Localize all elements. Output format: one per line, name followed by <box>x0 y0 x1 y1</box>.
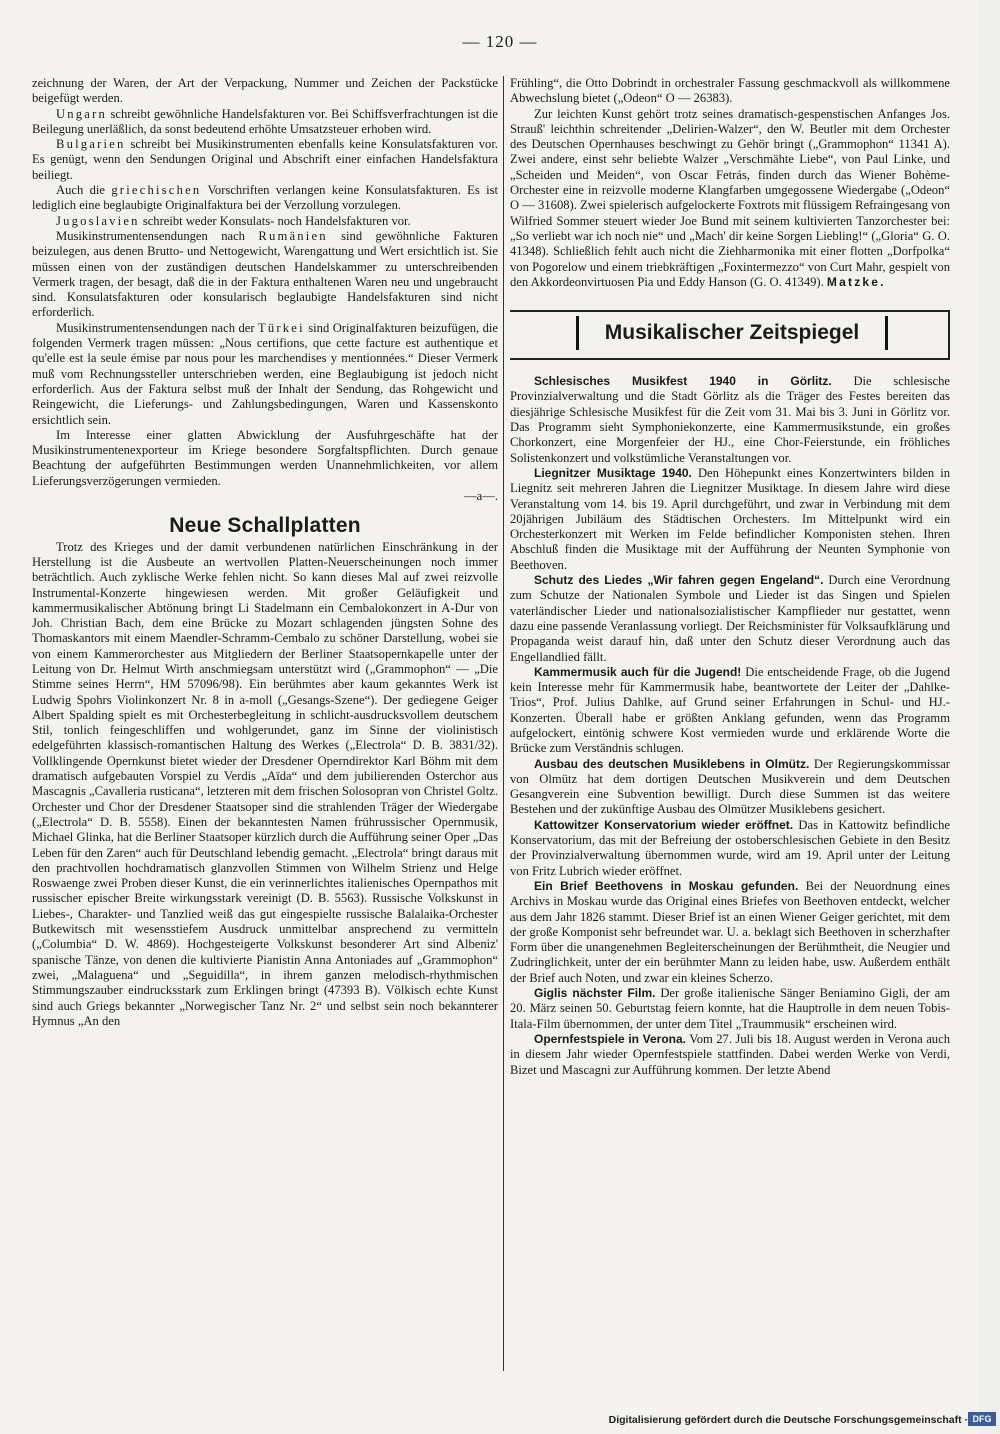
paragraph-text: Vorschriften verlangen keine Konsulatsfakturen. Es ist lediglich eine beglaubigte Originalfaktura bei der Verzollung vorzulegen. <box>32 183 498 213</box>
news-text: Durch eine Verordnung zum Schutze der Nationalen Symbole und Lieder ist das Singen und Spielen vaterländischer Lieder und nationalsozialistischer Kampflieder nur gestattet, wenn dazu eine passende Veranlassung vorliegt. Der Reichsminister für Volksaufklärung und Propaganda weist darauf hin, daß unter den Schutz dieser Verordnung auch das Engellandlied fällt. <box>510 573 950 664</box>
news-item <box>510 573 950 665</box>
paragraph-jugoslavien <box>32 214 498 229</box>
paragraph-text: Musikinstrumentensendungen nach der <box>56 320 259 335</box>
country-name: Jugoslavien <box>56 213 140 228</box>
news-item <box>510 986 950 1032</box>
news-text: Vom 27. Juli bis 18. August werden in Verona auch in diesem Jahr wieder Opernfestspiele stattfinden. Dabei werden Werke von Verdi, Bizet und Mascagni zur Aufführung kommen. Der letzte Abend <box>510 1031 950 1077</box>
news-item <box>510 665 950 757</box>
paragraph-text: Auch die <box>56 183 112 198</box>
news-headline: Schutz des Liedes „Wir fahren gegen Engeland“. <box>534 573 824 588</box>
news-item <box>510 879 950 986</box>
paragraph <box>32 76 498 107</box>
news-headline: Ausbau des deutschen Musiklebens in Olmütz. <box>534 756 810 771</box>
country-name: Rumänien <box>258 228 328 243</box>
news-text: Der Regierungskommissar von Olmütz hat dem dortigen Deutschen Musikverein und dem Deutschen Gesangverein eine Subvention bewilligt. Durch diese Summen ist das weitere Bestehen und der zukünftige Ausbau des Olmützer Musiklebens gesichert. <box>510 756 950 817</box>
paragraph-text: schreibt gewöhnliche Handelsfakturen vor. Bei Schiffsverfrachtungen ist die Beilegung unerläßlich, da sonst bedeutend erhöhte Umsatzsteuer erhoben wird. <box>32 106 498 136</box>
news-text: Das in Kattowitz befindliche Konservatorium, das mit der Befreiung der ostoberschlesischen Gebiete in den Besitz der Provinzialverwaltung übernommen wurde, wird am 19. April unter der Leitung von Fritz Lubrich wieder eröffnet. <box>510 817 950 878</box>
news-headline: Kammermusik auch für die Jugend! <box>534 664 742 679</box>
article-text: Trotz des Krieges und der damit verbundenen natürlichen Einschränkung in der Herstellung ist die Ausbeute an wertvollen Platten-Neuerscheinungen noch immer beträchtlich. Auch zyklische Werke fehlen nicht. So kann dieses Mal auf zwei reizvolle Instrumental-Konzerte hingewiesen werden. Mit großer Geläufigkeit und kammermusikalischer Abtönung bringt Li Stadelmann ein Cembalokonzert in A-Dur von Joh. Christian Bach, dem eine Brücke zu Mozart schlagenden jüngsten Sohne des Thomaskantors mit einem Maendler-Schramm-Cembalo zu schöner Darstellung, wobei sie von einem Kammerorchester aus Mitgliedern der Berliner Staatsopernkapelle unter der Leitung von Dr. Helmut Wirth anschmiegsam unterstützt wird („Grammophon“ — „Die Stimme seines Herrn“, HM 57096/98). Ein berühmtes aber kaum gekanntes Werk ist Ludwig Spohrs Violinkonzert Nr. 8 in a-moll („Gesangs-Szene“). Der gediegene Geiger Albert Spalding spielt es mit Orchesterbegleitung in schlicht-ausdrucksvollem deutschem Stil, tonlich feingeschliffen und wohlgerundet, ganz im Sinne der violinistisch edelgeführten klassisch-romantischen Haltung des Werkes („Electrola“ D. B. 3831/32). Vollklingende Opernkunst bietet wieder der Dresdener Operndirektor Karl Böhm mit dem dramatisch aufgebauten Vorspiel zu Verdis „Aïda“ und dem jubilierenden Osterchor aus Mascagnis „Cavalleria rusticana“, letzteren mit dem frischen Solosopran von Christel Goltz. Orchester und Chor der Dresdener Staatsoper sind die strahlenden Träger der Wiedergabe („Electrola“ D. B. 5558). Einen der bekanntesten Namen frührussischer Opernmusik, Michael Glinka, hat die Berliner Staatsoper kürzlich durch die Aufführung seiner Oper „Das Leben für den Zaren“ auch für Deutschland lebendig gemacht. „Electrola“ bringt daraus mit den prachtvollen hochdramatisch glanzvollen Stimmen von Wilhelm Strienz und Helge Roswaenge zwei Proben dieser Kunst, die ein verinnerlichtes italienisches Opernpathos mit russischer epischer Breite wirkungsstark vereinigt (D. B. 5563). Russische Volkskunst in Liebes-, Charakter- und Tanzlied weiß das gut eingespielte russische Balalaika-Orchester Butkewitsch mit wesensstiefem Ausdruck unmittelbar ansprechend zu vermitteln („Columbia“ D. W. 4869). Hochgesteigerte Volkskunst besonderer Art sind Albeniz' spanische Tänze, von denen die kultivierte Pianistin Anna Antoniades auf „Grammophon“ zwei, „Malaguena“ und „Seguidilla“, in ihrem ganzen melodisch-rhythmischen Stimmungszauber eindrucksstark zum Erklingen bringt (47393 B). Völkisch echte Kunst sind auch Griegs bekannter „Norwegischer Tanz Nr. 2“ und selbst sein noch bekannterer Hymnus „An den <box>32 539 498 1028</box>
paragraph-interesse <box>32 428 498 504</box>
news-headline: Giglis nächster Film. <box>534 986 656 1001</box>
article-schallplatten <box>32 540 498 1030</box>
scan-margin <box>978 0 1000 1434</box>
left-column <box>32 76 498 1366</box>
paragraph-ungarn <box>32 107 498 138</box>
paragraph-text: Frühling“, die Otto Dobrindt in orchestraler Fassung geschmackvoll als willkommene Abwechslung bietet („Odeon“ O — 26383). <box>510 76 950 106</box>
news-headline: Kattowitzer Konservatorium wieder eröffnet. <box>534 817 794 832</box>
news-headline: Schlesisches Musikfest 1940 in Görlitz. <box>534 374 832 389</box>
paragraph-griechenland <box>32 183 498 214</box>
paragraph-leichte-kunst <box>510 107 950 291</box>
news-headline: Opernfestspiele in Verona. <box>534 1031 686 1046</box>
digitization-credit: Digitalisierung gefördert durch die Deutsche Forschungsgemeinschaft · <box>608 1414 968 1426</box>
paragraph-text: schreibt weder Konsulats- noch Handelsfakturen vor. <box>139 213 411 228</box>
author-signature: Matzke. <box>826 274 886 289</box>
news-headline: Ein Brief Beethovens in Moskau gefunden. <box>534 878 799 893</box>
paragraph-text: Im Interesse einer glatten Abwicklung der Ausfuhrgeschäfte hat der Musikinstrumentenexporteur im Kriege besondere Sorgfaltspflichten. Durch genaue Beachtung der aufgeführten Bestimmungen werden Unannehmlichkeiten, vor allem Lieferungsverzögerungen vermieden. <box>32 427 498 488</box>
news-item <box>510 374 950 466</box>
news-text: Die entscheidende Frage, ob die Jugend kein Interesse mehr für Kammermusik habe, beantwortete der Leiter der „Dahlke-Trios“, Prof. Julius Dahlke, auf Grund seiner Erfahrungen in Schul- und HJ.-Konzerten. Überall habe er größten Anklang gefunden, wenn das Programm aufgelockert, eintönig schwere Kost vermieden wurde und erklärende Worte die Brücke zum Verständnis schlugen. <box>510 664 950 756</box>
news-item <box>510 818 950 879</box>
masthead-title: Musikalischer Zeitspiegel <box>576 316 888 350</box>
paragraph-text: Musikinstrumentensendungen nach <box>56 228 259 243</box>
paragraph-text: zeichnung der Waren, der Art der Verpackung, Nummer und Zeichen der Packstücke beigefügt werden. <box>32 76 498 106</box>
masthead-box <box>510 310 950 360</box>
paragraph-text: sind gewöhnliche Fakturen beizulegen, aus denen Brutto- und Nettogewicht, Warengattung und Wert ersichtlich ist. Sie müssen einen von der zuständigen deutschen Handelskammer zu unterschreibenden Vermerk tragen, der besagt, daß die in der Faktura enthaltenen Waren neu und ungebraucht sind. Konsulatsfakturen oder konsularisch beglaubigte Handelsfakturen sind nicht erforderlich. <box>32 228 498 320</box>
column-divider <box>503 76 504 1371</box>
paragraph-bulgarien <box>32 137 498 183</box>
page-number: — 120 — <box>462 32 538 51</box>
news-item <box>510 757 950 818</box>
country-name: Ungarn <box>56 106 107 121</box>
news-headline: Liegnitzer Musiktage 1940. <box>534 465 692 480</box>
section-title-neue-schallplatten: Neue Schallplatten <box>169 514 361 538</box>
paragraph-tuerkei <box>32 321 498 428</box>
news-text: Den Höhepunkt eines Konzertwinters bilden in Liegnitz seit mehreren Jahren die Liegnitzer Musiktage. In diesem Jahre wird diese Veranstaltung vom 14. bis 19. April durchgeführt, und zwar in Verbindung mit dem 20jährigen Jubiläum des Städtischen Orchesters. Im Mittelpunkt wird ein Orchesterkonzert mit Werken im Felde befindlicher Komponisten stehen. Ihren Abschluß finden die Musiktage mit der Aufführung der Neunten Symphonie von Beethoven. <box>510 465 950 572</box>
dfg-logo: DFG <box>968 1412 996 1426</box>
news-item <box>510 466 950 573</box>
paragraph-text: sind Originalfakturen beizufügen, die folgenden Vermerk tragen müssen: „Nous certifions, que cette facture est authentique et qu'elle est la seule émise par nous pour les marchendises y mentionnées.“ Dieser Vermerk muß vom Rechnungssteller unterschrieben werden, eine Beglaubigung ist jedoch nicht erforderlich. Aus der Faktura selbst muß der Inhalt der Sendung, das Rohgewicht und Reingewicht, die Lieferungs- und Zahlungsbedingungen, Waren und Kassenskonto ersichtlich sein. <box>32 320 498 427</box>
right-column <box>510 76 950 1366</box>
paragraph-text: schreibt bei Musikinstrumenten ebenfalls keine Konsulatsfakturen vor. Es genügt, wenn den Sendungen Original und Abschrift einer einfachen Handelsfaktura beiliegt. <box>32 137 498 182</box>
paragraph-text: Zur leichten Kunst gehört trotz seines dramatisch-gespenstischen Anfanges Jos. Strauß' leichthin schreitender „Delirien-Walzer“, den W. Beutler mit dem Orchester des Deutschen Opernhauses beschwingt zu Gehör bringt („Grammophon“ 11341 A). Zwei andere, einst sehr beliebte Walzer „Verschmähte Liebe“, von Paul Linke, und „Scheiden und Meiden“, von Oscar Fetrás, finden durch das Wiener Bohème-Orchester eine in reizvolle moderne Klangfarben umgegossene Wiedergabe („Odeon“ O — 31608). Zwei spielerisch aufgelockerte Foxtrots mit flüssigem Refraingesang von Wilfried Sommer steuert wieder Joe Bund mit seinem kultivierten Tanzorchester bei: „So verliebt war ich noch nie“ und „Mach' dir keine Sorgen Liebling!“ („Gloria“ G. O. 41348). Schließlich fehlt auch nicht die Ziehharmonika mit einer flotten „Dorfpolka“ von Pogorelow und einem triebkräftigen „Foxintermezzo“ von Curt Mahr, gespielt von den Akkordeonvirtuosen Pia und Eddy Hanson (G. O. 41349). <box>510 106 950 289</box>
paragraph <box>510 76 950 107</box>
news-text: Die schlesische Provinzialverwaltung und die Stadt Görlitz als die Träger des Festes bereiten das diesjährige Schlesische Musikfest für die Zeit vom 31. Mai bis 3. Juni in Görlitz vor. Das Programm sieht Symphoniekonzerte, eine Kammermusikstunde, ein großes Chorkonzert, eine Morgenfeier der HJ., eine Chor-Feierstunde, ein fröhliches Solistenkonzert und volkstümliche Veranstaltungen vor. <box>510 374 950 465</box>
country-name: griechischen <box>111 183 202 198</box>
news-text: Der große italienische Sänger Beniamino Gigli, der am 20. März seinen 50. Geburtstag feiern konnte, hat die Hauptrolle in dem neuen Tobis-Itala-Film übernommen, der unter dem Titel „Traummusik“ erscheinen wird. <box>510 986 950 1031</box>
country-name: Türkei <box>258 320 305 335</box>
paragraph-rumaenien <box>32 229 498 321</box>
author-signature: —a—. <box>464 489 498 504</box>
country-name: Bulgarien <box>56 137 126 152</box>
news-text: Bei der Neuordnung eines Archivs in Moskau wurde das Original eines Briefes von Beethoven entdeckt, welcher aus dem Jahr 1826 stammt. Dieser Brief ist an einen Wiener Geiger gerichtet, mit dem der große Komponist sehr befreundet war. U. a. beklagt sich Beethoven in scherzhafter Form über die unangenehmen Begleiterscheinungen der Berühmtheit, die Neugier und Zudringlichkeit, unter der ein berühmter Mann zu leiden habe, usw. Außerdem enthält der Brief auch Noten, und zwar ein kleines Scherzo. <box>510 878 950 985</box>
news-item <box>510 1032 950 1078</box>
